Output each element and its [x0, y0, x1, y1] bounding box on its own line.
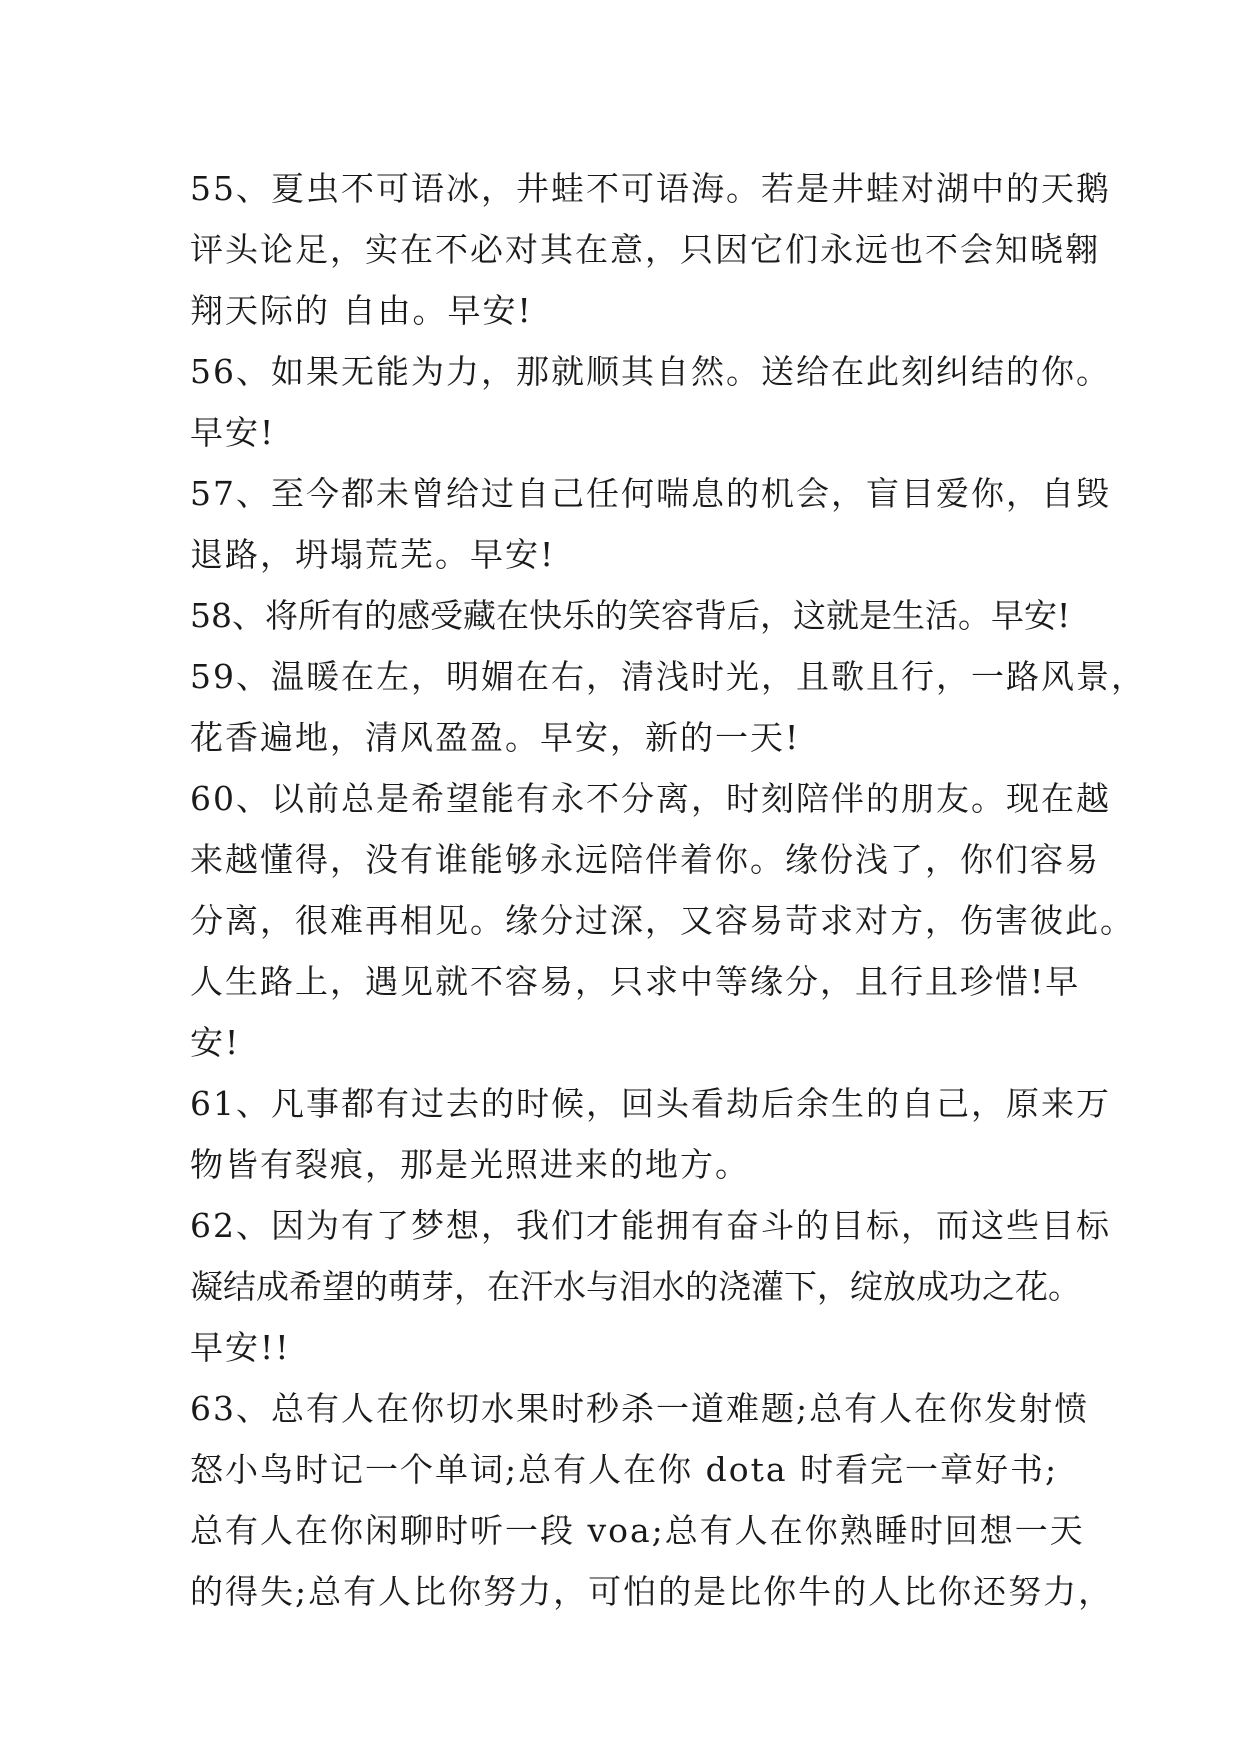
text-line: 翔天际的 自由。早安! — [190, 291, 533, 330]
text-line: 人生路上，遇见就不容易，只求中等缘分，且行且珍惜!早 — [190, 962, 1081, 1001]
text-line: 安! — [190, 1023, 241, 1062]
text-line: 57、至今都未曾给过自己任何喘息的机会，盲目爱你，自毁 — [190, 474, 1111, 513]
text-line: 早安!! — [190, 1328, 291, 1367]
text-line: 花香遍地，清风盈盈。早安，新的一天! — [190, 718, 801, 757]
text-line: 62、因为有了梦想，我们才能拥有奋斗的目标，而这些目标 — [190, 1206, 1111, 1245]
text-line: 63、总有人在你切水果时秒杀一道难题;总有人在你发射愤 — [190, 1389, 1090, 1428]
text-line: 分离，很难再相见。缘分过深，又容易苛求对方，伤害彼此。 — [190, 901, 1135, 940]
document-body — [190, 158, 1146, 1622]
text-line: 物皆有裂痕，那是光照进来的地方。 — [190, 1145, 750, 1184]
text-line: 61、凡事都有过去的时候，回头看劫后余生的自己，原来万 — [190, 1084, 1111, 1123]
text-line: 怒小鸟时记一个单词;总有人在你 dota 时看完一章好书; — [190, 1450, 1059, 1489]
text-line: 56、如果无能为力，那就顺其自然。送给在此刻纠结的你。 — [190, 352, 1111, 391]
text-line: 60、以前总是希望能有永不分离，时刻陪伴的朋友。现在越 — [190, 779, 1111, 818]
text-line: 退路，坍塌荒芜。早安! — [190, 535, 556, 574]
text-line: 早安! — [190, 413, 276, 452]
text-line: 58、将所有的感受藏在快乐的笑容背后，这就是生活。早安! — [190, 596, 1071, 635]
text-line: 总有人在你闲聊时听一段 voa;总有人在你熟睡时回想一天 — [190, 1511, 1085, 1550]
text-line: 评头论足，实在不必对其在意，只因它们永远也不会知晓翱 — [190, 230, 1100, 269]
text-line: 55、夏虫不可语冰，井蛙不可语海。若是井蛙对湖中的天鹅 — [190, 169, 1111, 208]
text-line: 凝结成希望的萌芽，在汗水与泪水的浇灌下，绽放成功之花。 — [190, 1267, 1081, 1306]
text-line: 59、温暖在左，明媚在右，清浅时光，且歌且行，一路风景， — [190, 657, 1146, 696]
text-line: 的得失;总有人比你努力，可怕的是比你牛的人比你还努力， — [190, 1572, 1114, 1611]
text-line: 来越懂得，没有谁能够永远陪伴着你。缘份浅了，你们容易 — [190, 840, 1100, 879]
